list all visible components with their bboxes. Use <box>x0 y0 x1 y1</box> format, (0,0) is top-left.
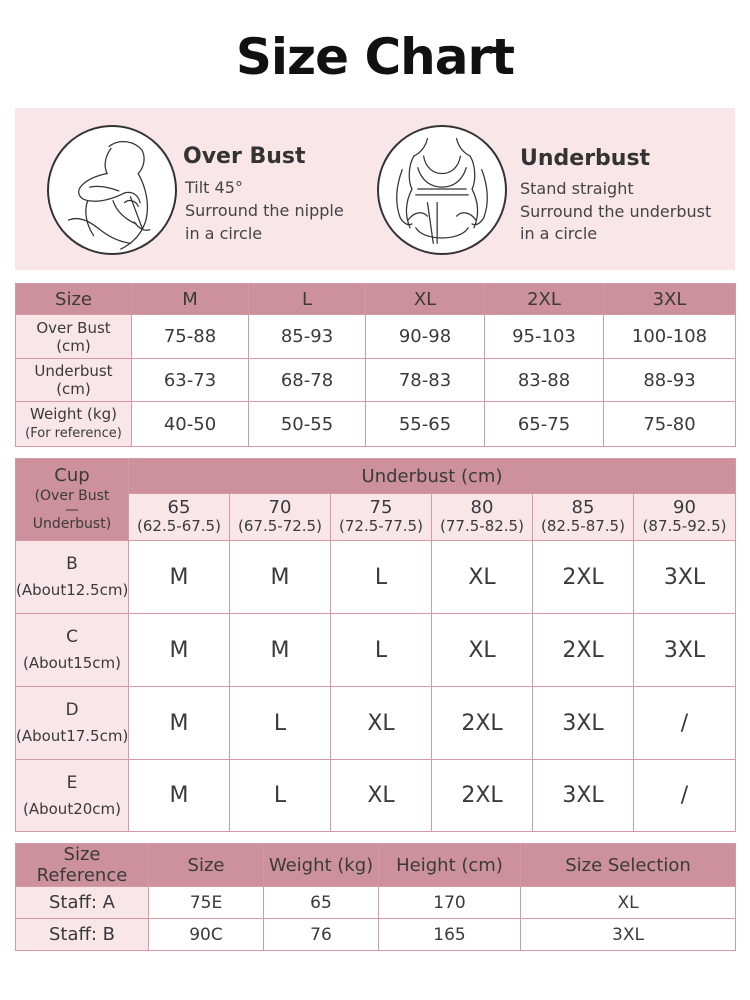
underbust-title: Underbust <box>520 146 651 171</box>
staff-b-label: Staff: B <box>16 919 149 951</box>
column-size: 70 <box>268 497 292 518</box>
row-unit: (For reference) <box>25 426 122 441</box>
column-range: (62.5-67.5) <box>137 517 221 535</box>
table-cell: M <box>129 541 230 614</box>
cup-letter: B <box>66 554 78 574</box>
table-cell: 78-83 <box>366 359 485 402</box>
cup-e-label <box>16 760 129 832</box>
column-size: 65 <box>167 497 191 518</box>
column-range: (67.5-72.5) <box>238 517 322 535</box>
cup-c-label <box>16 614 129 687</box>
cup-title: Cup <box>54 465 90 486</box>
table-cell: / <box>634 760 736 832</box>
over-bust-label <box>16 315 132 359</box>
column-75 <box>331 494 432 541</box>
column-size: 80 <box>470 497 494 518</box>
column-range: (87.5-92.5) <box>642 517 727 535</box>
reference-header-weight: Weight (kg) <box>264 844 379 887</box>
staff-a-row <box>16 887 736 919</box>
cup-d-row <box>16 687 736 760</box>
column-range: (77.5-82.5) <box>440 517 524 535</box>
row-unit: (cm) <box>56 336 91 355</box>
table-cell: XL <box>432 541 533 614</box>
reference-header-row <box>16 844 736 887</box>
table-cell: 100-108 <box>604 315 736 359</box>
column-80 <box>432 494 533 541</box>
cup-size-table <box>15 458 736 832</box>
size-reference-table <box>15 843 736 951</box>
cup-b-label <box>16 541 129 614</box>
table-cell: 68-78 <box>249 359 366 402</box>
cup-e-row <box>16 760 736 832</box>
reference-header-label: Size Reference <box>16 844 149 887</box>
size-header-xl: XL <box>366 284 485 315</box>
size-header-2xl: 2XL <box>485 284 604 315</box>
column-65 <box>129 494 230 541</box>
table-cell: M <box>129 614 230 687</box>
row-unit: (cm) <box>56 380 91 398</box>
underbust-row <box>16 359 736 402</box>
table-cell: L <box>331 614 432 687</box>
table-cell: L <box>230 687 331 760</box>
table-cell: 76 <box>264 919 379 951</box>
table-cell: M <box>129 760 230 832</box>
column-85 <box>533 494 634 541</box>
table-cell: / <box>634 687 736 760</box>
cup-header-row <box>16 459 736 494</box>
staff-b-row <box>16 919 736 951</box>
over-bust-instruction-3: in a circle <box>185 224 263 243</box>
cup-letter: D <box>65 700 79 720</box>
table-cell: 2XL <box>533 614 634 687</box>
underbust-figure-icon <box>379 127 505 253</box>
table-cell: 90C <box>149 919 264 951</box>
size-header-row <box>16 284 736 315</box>
column-size: 90 <box>673 497 696 518</box>
cup-d-label <box>16 687 129 760</box>
cup-formula-line-1: (Over Bust <box>34 488 110 504</box>
column-size: 75 <box>369 497 393 518</box>
over-bust-illustration <box>47 125 177 255</box>
table-cell: 90-98 <box>366 315 485 359</box>
row-label: Weight (kg) <box>30 405 117 423</box>
column-90 <box>634 494 736 541</box>
reference-header-size: Size <box>149 844 264 887</box>
table-cell: 3XL <box>533 687 634 760</box>
reference-header-height: Height (cm) <box>379 844 521 887</box>
cup-c-row <box>16 614 736 687</box>
over-bust-instruction-2: Surround the nipple <box>185 201 344 220</box>
cup-b-row <box>16 541 736 614</box>
underbust-instruction-3: in a circle <box>520 224 598 243</box>
table-cell: XL <box>331 687 432 760</box>
table-cell: 83-88 <box>485 359 604 402</box>
table-cell: L <box>331 541 432 614</box>
table-cell: XL <box>331 760 432 832</box>
over-bust-figure-icon <box>49 127 175 253</box>
table-cell: 2XL <box>432 760 533 832</box>
column-70 <box>230 494 331 541</box>
table-cell: 3XL <box>634 541 736 614</box>
table-cell: 85-93 <box>249 315 366 359</box>
underbust-label <box>16 359 132 402</box>
table-cell: 95-103 <box>485 315 604 359</box>
measurement-guide <box>15 108 735 270</box>
table-cell: 2XL <box>533 541 634 614</box>
column-size: 85 <box>571 497 595 518</box>
table-cell: 88-93 <box>604 359 736 402</box>
column-range: (72.5-77.5) <box>339 517 423 535</box>
page-title: Size Chart <box>235 28 515 86</box>
weight-label <box>16 402 132 447</box>
weight-row <box>16 402 736 447</box>
table-cell: 75-88 <box>132 315 249 359</box>
table-cell: 3XL <box>521 919 736 951</box>
row-label: Over Bust <box>36 318 111 337</box>
cup-letter: E <box>66 772 78 793</box>
table-cell: 170 <box>379 887 521 919</box>
table-cell: XL <box>521 887 736 919</box>
table-cell: 75E <box>149 887 264 919</box>
cup-formula <box>33 489 111 531</box>
table-cell: M <box>230 614 331 687</box>
underbust-instruction-2: Surround the underbust <box>520 202 712 221</box>
cup-corner-header <box>16 459 129 541</box>
table-cell: 75-80 <box>604 402 736 447</box>
table-cell: L <box>230 760 331 832</box>
cup-about: (About15cm) <box>23 654 121 672</box>
table-cell: 55-65 <box>366 402 485 447</box>
table-cell: 65 <box>264 887 379 919</box>
underbust-illustration <box>377 125 507 255</box>
table-cell: M <box>230 541 331 614</box>
over-bust-title: Over Bust <box>183 144 306 169</box>
staff-a-label: Staff: A <box>16 887 149 919</box>
size-header-m: M <box>132 284 249 315</box>
table-cell: 2XL <box>432 687 533 760</box>
cup-about: (About12.5cm) <box>16 581 129 599</box>
table-cell: 3XL <box>533 760 634 832</box>
table-cell: 3XL <box>634 614 736 687</box>
table-cell: 50-55 <box>249 402 366 447</box>
underbust-instruction-1: Stand straight <box>520 179 634 198</box>
cup-letter: C <box>66 627 78 647</box>
size-range-table <box>15 283 736 447</box>
table-cell: XL <box>432 614 533 687</box>
underbust-header: Underbust (cm) <box>129 459 736 494</box>
table-cell: 165 <box>379 919 521 951</box>
cup-formula-line-2: — <box>64 502 79 518</box>
size-header-3xl: 3XL <box>604 284 736 315</box>
over-bust-row <box>16 315 736 359</box>
table-cell: 65-75 <box>485 402 604 447</box>
row-label: Underbust <box>34 362 113 380</box>
size-header-label: Size <box>16 284 132 315</box>
table-cell: 40-50 <box>132 402 249 447</box>
over-bust-instruction-1: Tilt 45° <box>185 178 243 197</box>
column-range: (82.5-87.5) <box>541 517 625 535</box>
reference-header-selection: Size Selection <box>521 844 736 887</box>
table-cell: 63-73 <box>132 359 249 402</box>
cup-formula-line-3: Underbust) <box>32 516 112 532</box>
cup-about: (About17.5cm) <box>16 727 129 745</box>
table-cell: M <box>129 687 230 760</box>
size-header-l: L <box>249 284 366 315</box>
cup-about: (About20cm) <box>23 799 121 818</box>
